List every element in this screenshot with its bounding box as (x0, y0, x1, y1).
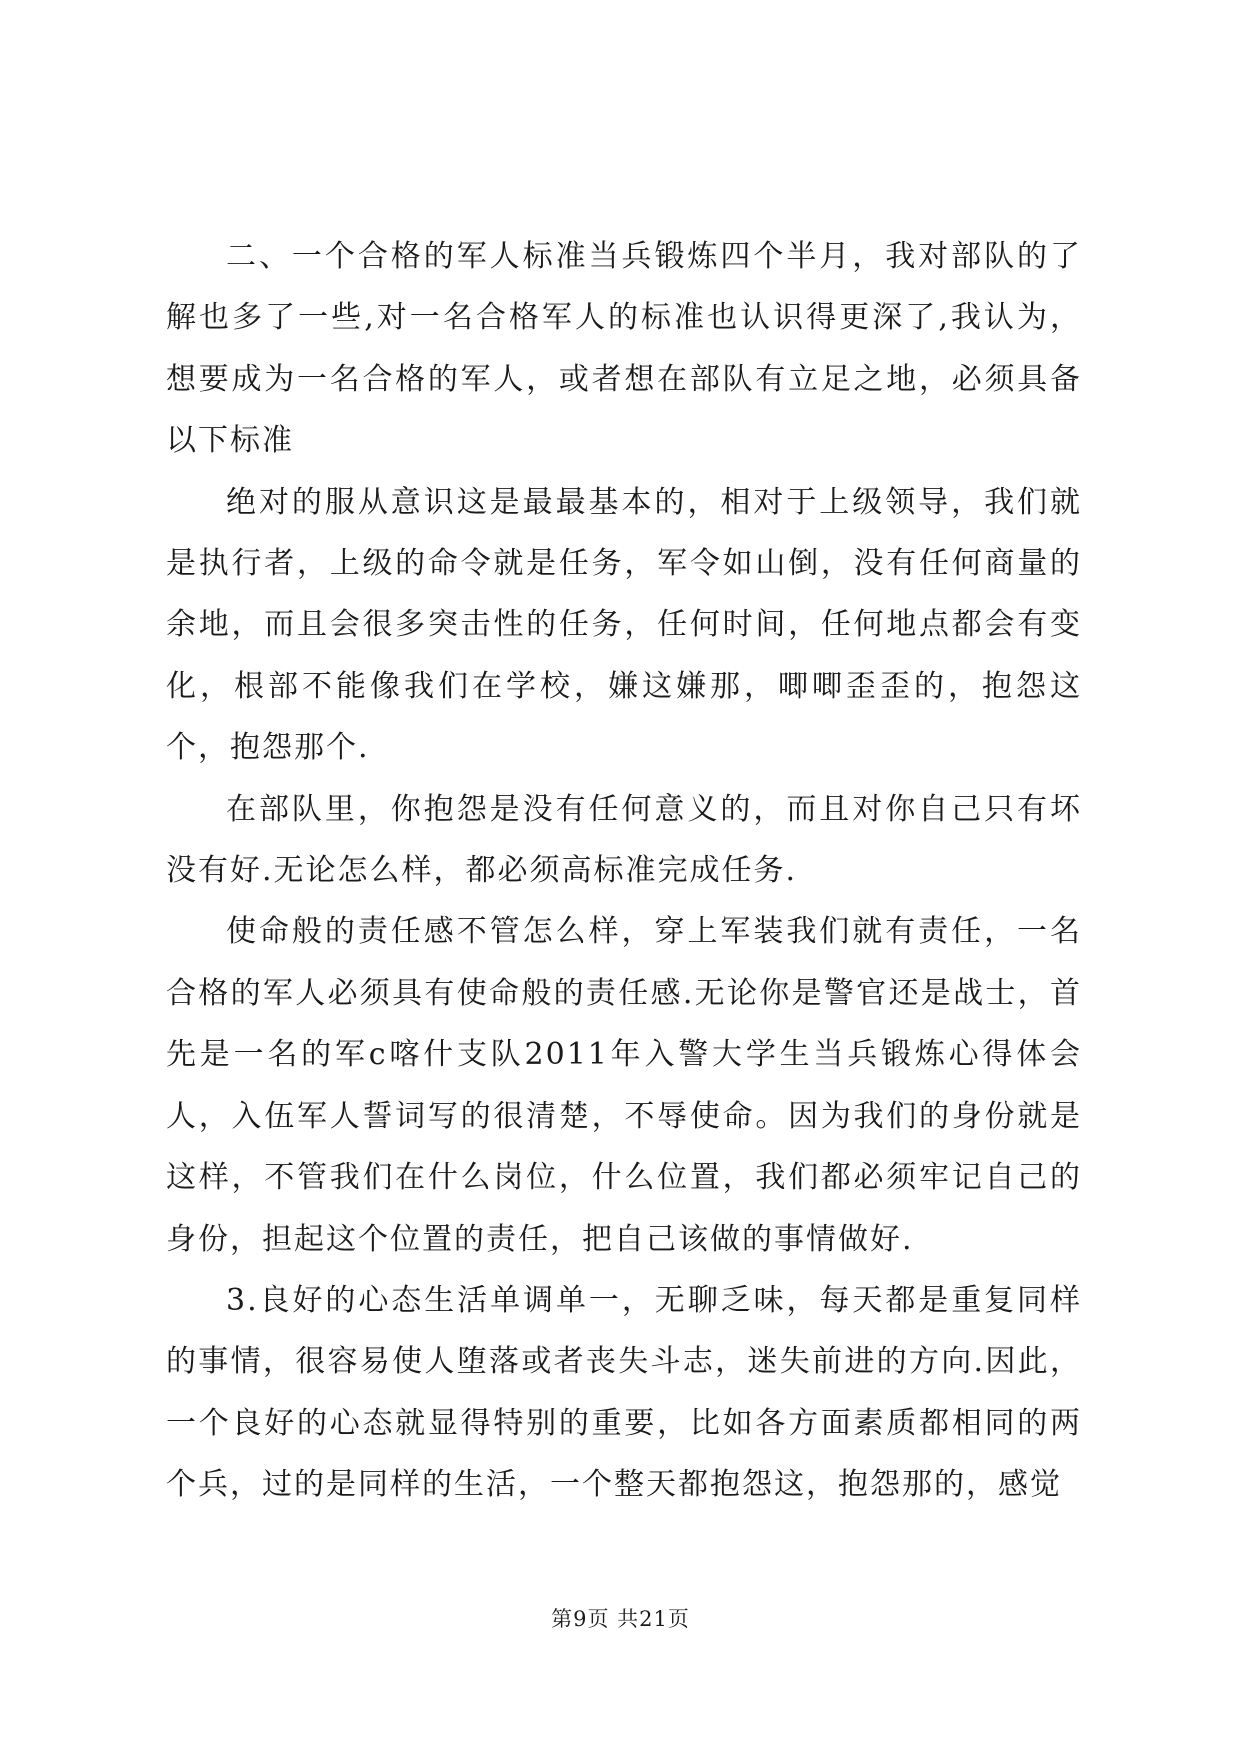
paragraph-no-complaints: 在部队里，你抱怨是没有任何意义的，而且对你自己只有坏没有好.无论怎么样，都必须高标准完成任务. (166, 791, 1082, 889)
document-body (166, 226, 1082, 1516)
page-number-footer: 第9页 共21页 (551, 1607, 690, 1631)
paragraph-responsibility: 使命般的责任感不管怎么样，穿上军装我们就有责任，一名合格的军人必须具有使命般的责任感.无论你是警官还是战士，首先是一名的军c喀什支队2011年入警大学生当兵锻炼心得体会人，入伍军人誓词写的很清楚，不辱使命。因为我们的身份就是这样，不管我们在什么岗位，什么位置，我们都必须牢记自己的身份，担起这个位置的责任，把自己该做的事情做好. (166, 914, 1082, 1257)
paragraph-obedience: 绝对的服从意识这是最最基本的，相对于上级领导，我们就是执行者，上级的命令就是任务，军令如山倒，没有任何商量的余地，而且会很多突击性的任务，任何时间，任何地点都会有变化，根部不能像我们在学校，嫌这嫌那，唧唧歪歪的，抱怨这个，抱怨那个. (166, 484, 1082, 766)
paragraph-good-attitude: 3.良好的心态生活单调单一，无聊乏味，每天都是重复同样的事情，很容易使人堕落或者丧失斗志，迷失前进的方向.因此，一个良好的心态就显得特别的重要，比如各方面素质都相同的两个兵，过的是同样的生活，一个整天都抱怨这，抱怨那的，感觉 (166, 1282, 1082, 1503)
paragraph-qualified-soldier-standard: 二、一个合格的军人标准当兵锻炼四个半月，我对部队的了解也多了一些,对一名合格军人的标准也认识得更深了,我认为，想要成为一名合格的军人，或者想在部队有立足之地，必须具备以下标准 (166, 239, 1082, 459)
